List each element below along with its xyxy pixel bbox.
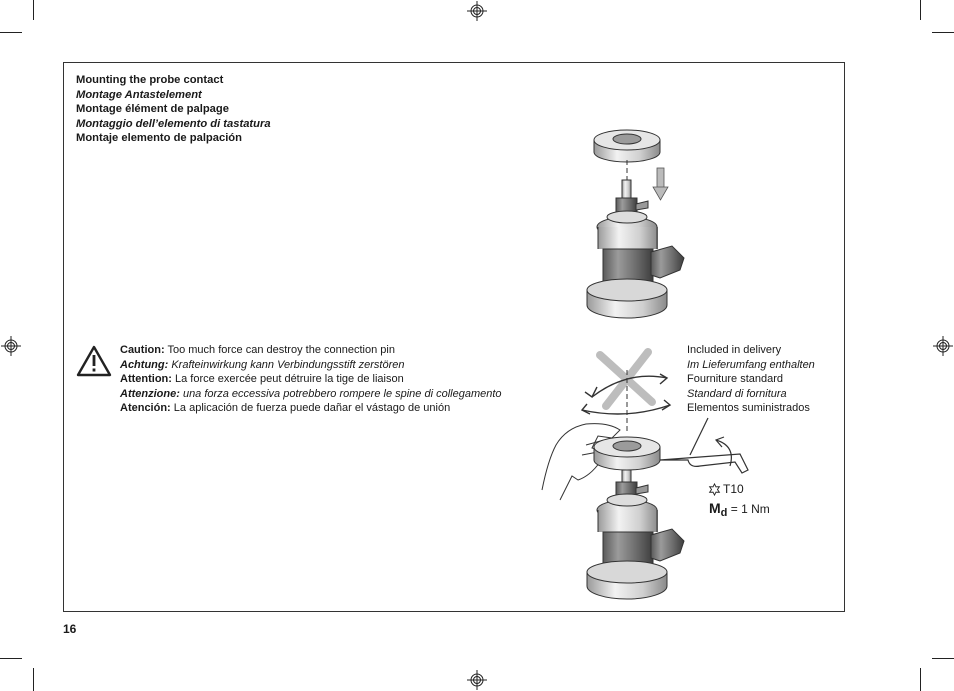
- rotation-arrows-icon: [582, 374, 670, 414]
- caution-label: Atención:: [120, 402, 171, 415]
- title-it: Montaggio dell’elemento di tastatura: [76, 117, 271, 130]
- caution-label: Attention:: [120, 373, 172, 386]
- caution-text: Krafteinwirkung kann Verbindungsstift zerstören: [168, 358, 405, 371]
- delivery-line-it: Standard di fornitura: [687, 387, 787, 400]
- probe-contact-disc: [594, 437, 660, 470]
- caution-text: La aplicación de fuerza puede dañar el vástago de unión: [170, 402, 451, 415]
- sensor-unit-top: [587, 180, 684, 318]
- caution-text: La force exercée peut détruire la tige de liaison: [171, 373, 404, 386]
- title-en: Mounting the probe contact: [76, 74, 224, 86]
- torx-star-icon: [708, 483, 721, 496]
- down-arrow-icon: [653, 168, 668, 200]
- page-number: 16: [63, 622, 77, 636]
- caution-text: Too much force can destroy the connection pin: [164, 344, 395, 356]
- title-fr: Montage élément de palpage: [76, 103, 229, 115]
- torque-value: = 1 Nm: [730, 502, 770, 516]
- hex-key-tool-icon: [660, 418, 748, 473]
- delivery-line-de: Im Lieferumfang enthalten: [687, 358, 815, 371]
- torque-symbol: M: [709, 500, 721, 516]
- delivery-line-fr: Fourniture standard: [687, 373, 783, 386]
- caution-label: Attenzione:: [120, 387, 180, 400]
- sensor-unit-bottom: [587, 470, 684, 599]
- title-de: Montage Antastelement: [76, 88, 202, 101]
- caution-text: una forza eccessiva potrebbero rompere le spine di collegamento: [179, 387, 502, 400]
- caution-label: Achtung:: [120, 358, 169, 371]
- caution-label: Caution:: [120, 344, 165, 356]
- title-es: Montaje elemento de palpación: [76, 132, 242, 144]
- torx-size: T10: [723, 482, 744, 496]
- torque-subscript: d: [720, 507, 728, 519]
- delivery-line-es: Elementos suministrados: [687, 402, 810, 415]
- torque-spec: [709, 500, 770, 519]
- delivery-line-en: Included in delivery: [687, 344, 782, 356]
- torx-spec: [708, 482, 744, 496]
- probe-contact-disc: [594, 130, 660, 162]
